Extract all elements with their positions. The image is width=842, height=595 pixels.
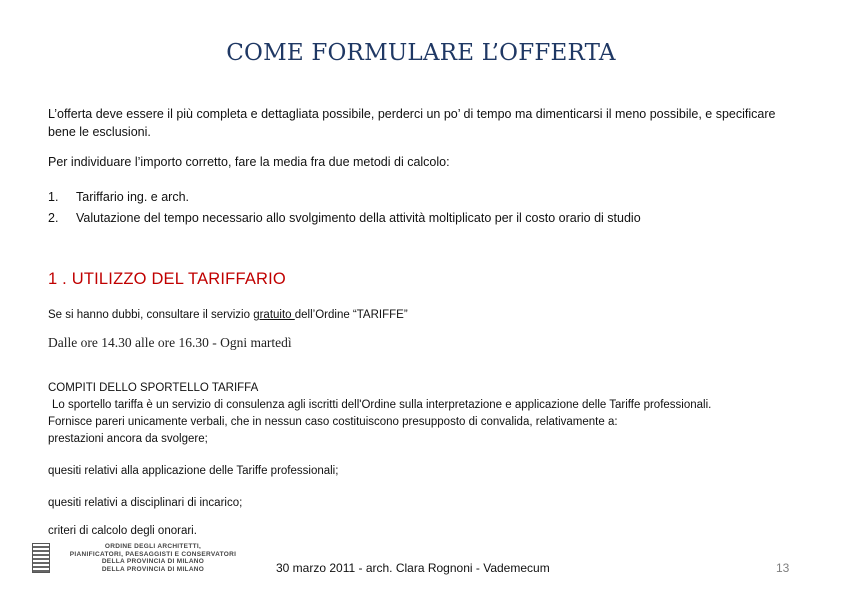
list-text: Tariffario ing. e arch. — [76, 190, 190, 204]
logo-emblem-icon — [32, 543, 50, 573]
method-intro: Per individuare l’importo corretto, fare la media fra due metodi di calcolo: — [48, 155, 450, 169]
consult-underlined: gratuito — [253, 309, 295, 321]
list-number: 1. — [48, 190, 59, 204]
item-text: quesiti relativi a disciplinari di incarico; — [48, 497, 243, 509]
sportello-heading: COMPITI DELLO SPORTELLO TARIFFA — [48, 382, 259, 394]
list-text: Valutazione del tempo necessario allo svolgimento della attività moltiplicato per il costo orario di studio — [76, 211, 641, 225]
sportello-line: Lo sportello tariffa è un servizio di consulenza agli iscritti dell'Ordine sulla interpretazione e applicazione delle Tariffe professionali. — [52, 399, 712, 411]
sportello-block — [48, 380, 808, 448]
intro-paragraph: L’offerta deve essere il più completa e dettagliata possibile, perderci un po’ di tempo ma dimenticarsi il meno possibile, e specificare bene le esclusioni. — [48, 107, 776, 139]
sportello-line: Fornisce pareri unicamente verbali, che in nessun caso costituiscono presupposto di convalida, relativamente a: — [48, 416, 618, 428]
consult-text-end: dell’Ordine “TARIFFE” — [294, 309, 408, 321]
slide-title: COME FORMULARE L’OFFERTA — [226, 40, 616, 66]
page-number: 13 — [776, 561, 790, 575]
logo-text: ORDINE DEGLI ARCHITETTI, PIANIFICATORI, PAESAGGISTI E CONSERVATORI DELLA PROVINCIA DI MILANO DELLA PROVINCIA DI MILANO — [69, 543, 237, 573]
list-number: 2. — [48, 211, 59, 225]
item-text: criteri di calcolo degli onorari. — [48, 525, 197, 537]
sportello-line: prestazioni ancora da svolgere; — [48, 433, 208, 445]
item-text: quesiti relativi alla applicazione delle Tariffe professionali; — [48, 465, 339, 477]
list-item — [48, 187, 641, 208]
consult-text: Se si hanno dubbi, consultare il servizio — [48, 309, 254, 321]
ordine-logo — [32, 543, 248, 573]
methods-list — [48, 187, 641, 229]
hours-text: Dalle ore 14.30 alle ore 16.30 - Ogni martedì — [48, 335, 292, 350]
footer-text: 30 marzo 2011 - arch. Clara Rognoni - Vademecum — [276, 561, 550, 575]
section-title: 1 . UTILIZZO DEL TARIFFARIO — [48, 270, 286, 288]
list-item — [48, 208, 641, 229]
consult-line — [48, 309, 408, 321]
